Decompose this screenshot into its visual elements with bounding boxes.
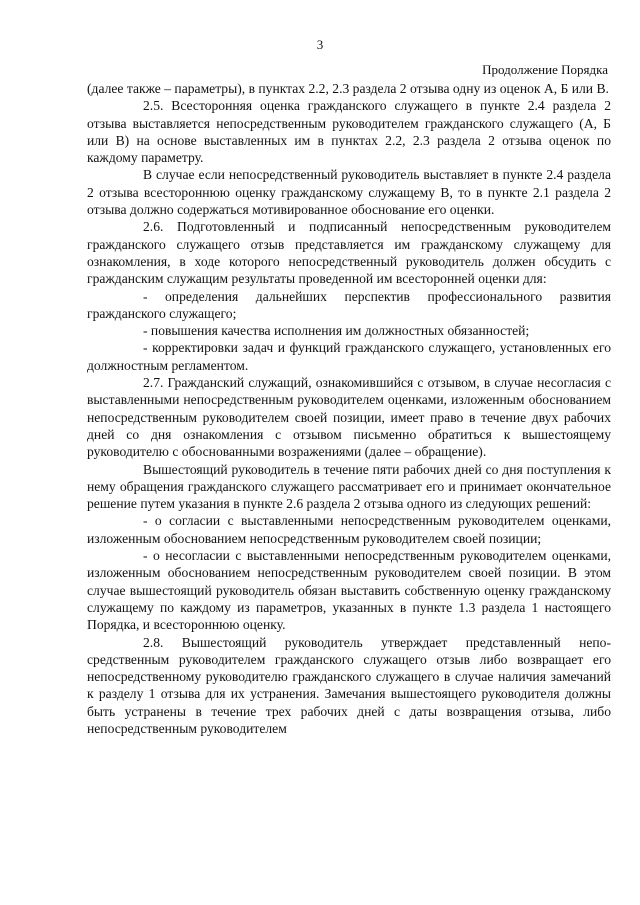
paragraph-2-5-note: В случае если непосредственный руководитель выставляет в пункте 2.4 раздела 2 отзыва всестороннюю оценку гражданскому служащему В, то в пункте 2.1 раздела 2 отзыва должно содержаться мотивированное обоснование его оценки. bbox=[87, 167, 611, 218]
paragraph-2-7: 2.7. Гражданский служащий, ознакомившийся с отзывом, в случае несогласия с выставленными непосредственным руководителем оценками, изложенным обоснованием непосредственным руководителем своей позиции, имеет право в течение двух рабочих дней со дня ознакомления с отзывом письменно обратиться к вышестоящему руководителю с обоснованными возражениями (далее – обращение). bbox=[87, 375, 611, 460]
list-item-performance-quality: - повышения качества исполнения им должностных обязанностей; bbox=[143, 323, 530, 339]
paragraph-continuation: (далее также – параметры), в пунктах 2.2, 2.3 раздела 2 отзыва одну из оценок А, Б или В. bbox=[87, 81, 609, 96]
running-title: Продолжение Порядка bbox=[482, 62, 608, 77]
list-item-task-correction: - корректировки задач и функций гражданского служащего, установленных его должностным регламентом. bbox=[87, 340, 611, 373]
document-body bbox=[87, 80, 611, 737]
paragraph-2-7-review: Вышестоящий руководитель в течение пяти рабочих дней со дня поступления к нему обращения гражданского служащего рассматривает его и принимает окончательное решение путем указания в пункте 2.6 раздела 2 отзыва одного из следующих решений: bbox=[87, 461, 611, 512]
list-item-disagreement: - о несогласии с выставленными непосредственным руководителем оценками, изложенным обоснованием непосредственным руководителем своей позиции. В этом случае вышестоящий руководитель обязан выставить собственную оценку гражданскому служащему по каждому из параметров, указанных в пункте 1.3 раздела 1 настоящего Порядка, и всестороннюю оценку. bbox=[87, 548, 611, 633]
paragraph-2-6: 2.6. Подготовленный и подписанный непосредственным руководителем гражданского служащего отзыв представляется им гражданскому служащему для ознакомления, в ходе которого непосредственный руководитель должен обсудить с гражданским служащим результаты проведенной им всесторонней оценки для: bbox=[87, 219, 611, 287]
page-number: 3 bbox=[316, 37, 324, 52]
list-item-career-development: - определения дальнейших перспектив профессионального развития гражданского служащего; bbox=[87, 288, 611, 321]
paragraph-2-5: 2.5. Всесторонняя оценка гражданского служащего в пункте 2.4 раздела 2 отзыва выставляется непосредственным руководителем гражданского служащего (А, Б или В) на основе выставленных им в пунктах 2.2, 2.3 раздела 2 отзыва оценок по каждому параметру. bbox=[87, 98, 611, 166]
paragraph-2-8: 2.8. Вышестоящий руководитель утверждает представленный непосредственным руководителем гражданского служащего отзыв либо возвращает его непосредственному руководителю гражданского служащего в случае наличия замечаний к разделу 1 отзыва для их устранения. Замечания вышестоящего руководителя должны быть устранены в течение трех рабочих дней с даты возвращения отзыва, либо непосредственным руководителем bbox=[87, 634, 611, 736]
list-item-agreement: - о согласии с выставленными непосредственным руководителем оценками, изложенным обоснованием непосредственным руководителем своей позиции; bbox=[87, 513, 611, 546]
